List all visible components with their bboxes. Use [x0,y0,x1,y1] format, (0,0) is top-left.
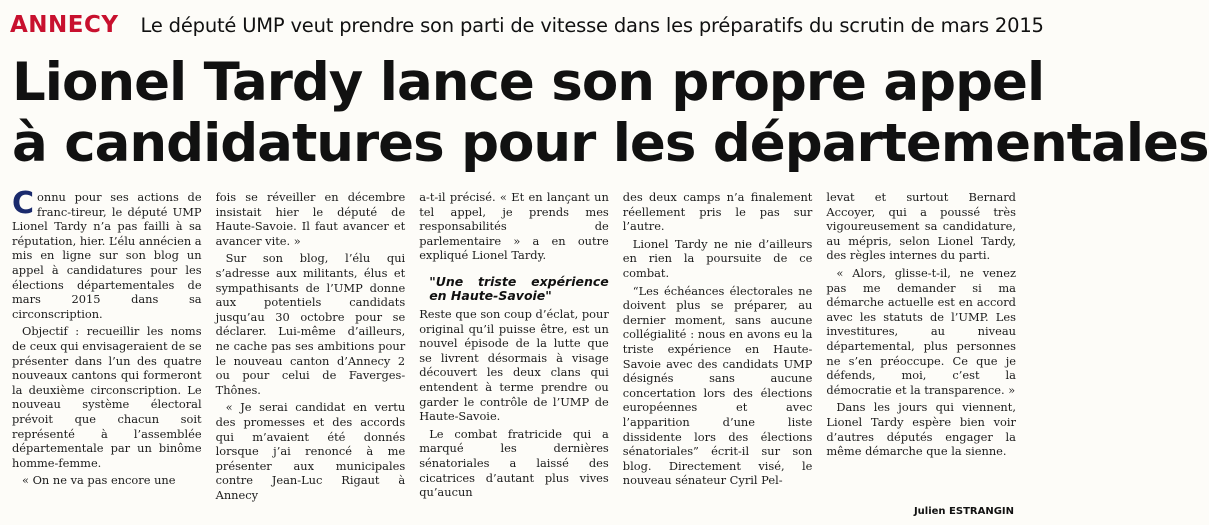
article-column-5 [826,190,1016,512]
headline-line-1: Lionel Tardy lance son propre appel [12,52,1045,113]
paragraph: levat et surtout Bernard Accoyer, qui a poussé très vigoureusement sa candidature, au mépris, selon Lionel Tardy, des règles internes du parti. [826,190,1016,263]
article-body [12,186,1016,512]
paragraph: Reste que son coup d’éclat, pour original qu’il puisse être, est un nouvel épisode de la lutte que se livrent désormais à visage découvert les deux clans qui entendent à terme prendre ou garder le contrôle de l’UMP de Haute-Savoie. [419,306,609,424]
paragraph: Le combat fratricide qui a marqué les dernières sénatoriales a laissé des cicatrices d’autant plus vives qu’aucun [419,426,609,500]
article-subhead: "Une triste expérience en Haute-Savoie" [429,273,609,303]
paragraph: des deux camps n’a finalement réellement pris le pas sur l’autre. [622,190,813,234]
drop-cap: C [12,186,35,221]
section-tag: ANNECY [10,12,119,38]
paragraph: Sur son blog, l’élu qui s’adresse aux militants, élus et sympathisants de l’UMP donne aux potentiels candidats jusqu’au 30 octobre pour se déclarer. Lui-même d’ailleurs, ne cache pas ses ambitions pour le nouveau canton d’Annecy 2 ou pour celui de Faverges-Thônes. [215,251,406,397]
paragraph: Lionel Tardy ne nie d’ailleurs en rien la poursuite de ce combat. [622,236,813,280]
paragraph: “Les échéances électorales ne doivent plus se préparer, au dernier moment, sans aucune collégialité : nous en avons eu la triste expérience en Haute-Savoie avec des candidats UMP désignés sans aucune concertation lors des élections européennes et avec l’apparition d’une liste dissidente lors des élections sénatoriales” écrit-il sur son blog. Directement visé, le nouveau sénateur Cyril Pel- [622,283,813,488]
paragraph [12,186,202,321]
paragraph: a-t-il précisé. « Et en lançant un tel appel, je prends mes responsabilités de parlementaire » a en outre expliqué Lionel Tardy. [419,190,609,263]
paragraph: Objectif : recueillir les noms de ceux qui envisageraient de se présenter dans l’un des quatre nouveaux cantons qui formeront la deuxième circonscription. Le nouveau système électoral prévoit que chacun soit représenté à l’assemblée départementale par un binôme homme-femme. [12,324,202,470]
paragraph: « Alors, glisse-t-il, ne venez pas me demander si ma démarche actuelle est en accord avec les statuts de l’UMP. Les investitures, au niveau départemental, plus personnes ne s’en préoccupe. Ce que je défends, moi, c’est la démocratie et la transparence. » [826,265,1016,397]
article-column-3 [419,190,609,512]
paragraph: Dans les jours qui viennent, Lionel Tardy espère bien voir d’autres députés engager la même démarche que la sienne. [826,400,1016,459]
paragraph: « On ne va pas encore une [22,473,176,488]
paragraph: « Je serai candidat en vertu des promesses et des accords qui m’avaient été donnés lorsque j’ai renoncé à me présenter aux municipales contre Jean-Luc Rigaut à Annecy [215,400,406,502]
paragraph-text: onnu pour ses actions de franc-tireur, le député UMP Lionel Tardy n’a pas failli à sa réputation, hier. L’élu annécien a mis en ligne sur son blog un appel à candidatures pour les élections départementales de mars 2015 dans sa circonscription. [12,190,202,321]
headline-line-2: à candidatures pour les départementales [12,113,1209,174]
paragraph: fois se réveiller en décembre insistait hier le député de Haute-Savoie. Il faut avancer et avancer vite. » [215,190,406,248]
article-column-4 [623,190,813,512]
author-byline: Julien ESTRANGIN [913,506,1014,517]
article-column-1 [12,186,202,512]
article-deck: Le député UMP veut prendre son parti de vitesse dans les préparatifs du scrutin de mars 2015 [140,13,1044,37]
article-headline [12,52,1209,174]
article-kicker [10,8,1044,42]
article-column-2 [216,190,406,512]
